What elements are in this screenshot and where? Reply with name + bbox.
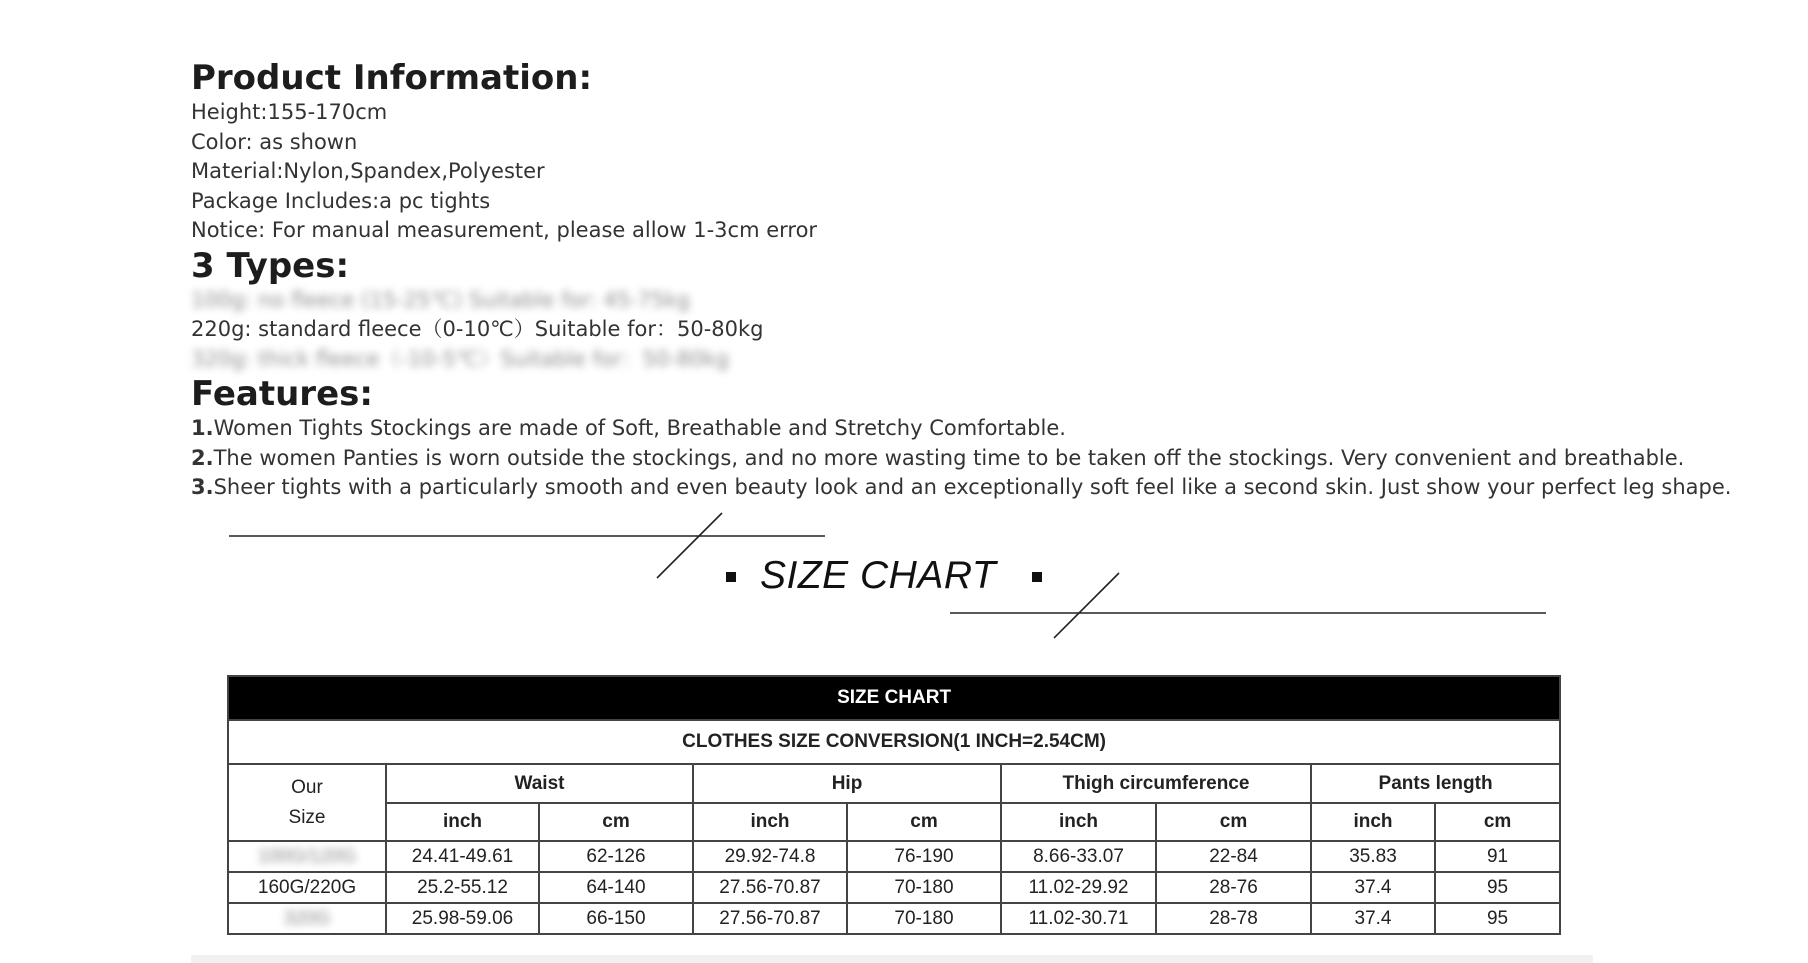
table-cell: 28-78 [1156, 903, 1311, 934]
type-320g: 320g: thick fleece（-10-5℃）Suitable for：50-80kg [191, 346, 730, 371]
info-height: Height:155-170cm [191, 100, 388, 124]
table-cell: 76-190 [847, 841, 1001, 872]
table-cell: 27.56-70.87 [693, 872, 847, 903]
table-title: SIZE CHART [228, 676, 1560, 720]
unit-header: cm [539, 803, 693, 841]
table-cell: 22-84 [1156, 841, 1311, 872]
feature-item-3 [191, 473, 1732, 503]
table-cell: 25.2-55.12 [386, 872, 539, 903]
table-row [228, 903, 1560, 934]
divider-slash-right [1054, 573, 1119, 638]
feature-item-2 [191, 444, 1685, 474]
info-notice: Notice: For manual measurement, please allow 1-3cm error [191, 218, 818, 242]
table-cell: 37.4 [1311, 872, 1435, 903]
unit-header: cm [1156, 803, 1311, 841]
our-size-header-line: Size [288, 806, 326, 828]
unit-header: cm [847, 803, 1001, 841]
table-row [228, 841, 1560, 872]
unit-header: inch [1001, 803, 1156, 841]
feature-number: 3. [191, 475, 214, 499]
group-header-hip: Hip [693, 764, 1001, 803]
type-100g: 100g: no fleece (15-25℃) Suitable for: 45-75kg [191, 287, 690, 312]
product-info-heading: Product Information: [191, 58, 593, 98]
product-description [191, 58, 1732, 503]
size-cell: 100G/120G [228, 841, 386, 872]
features-heading: Features: [191, 374, 373, 414]
table-cell: 91 [1435, 841, 1560, 872]
group-header-waist: Waist [386, 764, 693, 803]
table-subtitle: CLOTHES SIZE CONVERSION(1 INCH=2.54CM) [228, 720, 1560, 764]
feature-number: 2. [191, 445, 214, 470]
table-cell: 28-76 [1156, 872, 1311, 903]
bullet-square-icon [726, 572, 736, 582]
group-header-thigh: Thigh circumference [1001, 764, 1311, 803]
table-cell: 35.83 [1311, 841, 1435, 872]
unit-header: inch [386, 803, 539, 841]
unit-header: inch [1311, 803, 1435, 841]
divider-slash-left [657, 513, 722, 578]
table-cell: 62-126 [539, 841, 693, 872]
unit-header: cm [1435, 803, 1560, 841]
unit-header: inch [693, 803, 847, 841]
types-heading: 3 Types: [191, 245, 350, 286]
table-cell: 95 [1435, 872, 1560, 903]
feature-text: Women Tights Stockings are made of Soft, Breathable and Stretchy Comfortable. [213, 416, 1066, 440]
feature-text: Sheer tights with a particularly smooth and even beauty look and an exceptionally soft feel like a second skin. Just show your perfect leg shape. [213, 475, 1732, 499]
our-size-header-line: Our [291, 776, 323, 798]
size-chart-heading: SIZE CHART [760, 554, 997, 597]
table-cell: 25.98-59.06 [386, 903, 539, 934]
info-material: Material:Nylon,Spandex,Polyester [191, 159, 545, 183]
feature-item-1 [191, 414, 1611, 444]
info-package: Package Includes:a pc tights [191, 188, 491, 213]
our-size-header [228, 764, 386, 841]
info-color: Color: as shown [191, 129, 358, 154]
type-220g: 220g: standard fleece（0-10℃）Suitable for：50-80kg [191, 317, 764, 341]
size-chart-table [227, 675, 1561, 935]
table-cell: 27.56-70.87 [693, 903, 847, 934]
footer-divider [191, 955, 1593, 963]
table-cell: 64-140 [539, 872, 693, 903]
table-cell: 24.41-49.61 [386, 841, 539, 872]
feature-number: 1. [191, 416, 214, 440]
table-cell: 95 [1435, 903, 1560, 934]
table-cell: 66-150 [539, 903, 693, 934]
table-cell: 70-180 [847, 903, 1001, 934]
table-cell: 8.66-33.07 [1001, 841, 1156, 872]
table-row [228, 872, 1560, 903]
table-cell: 11.02-30.71 [1001, 903, 1156, 934]
bullet-square-icon [1032, 572, 1042, 582]
table-cell: 37.4 [1311, 903, 1435, 934]
size-cell: 160G/220G [228, 872, 386, 903]
table-cell: 11.02-29.92 [1001, 872, 1156, 903]
size-cell: 320G [228, 903, 386, 934]
group-header-pants-length: Pants length [1311, 764, 1560, 803]
table-cell: 29.92-74.8 [693, 841, 847, 872]
table-cell: 70-180 [847, 872, 1001, 903]
feature-text: The women Panties is worn outside the stockings, and no more wasting time to be taken off the stockings. Very convenient and breathable. [213, 445, 1685, 470]
